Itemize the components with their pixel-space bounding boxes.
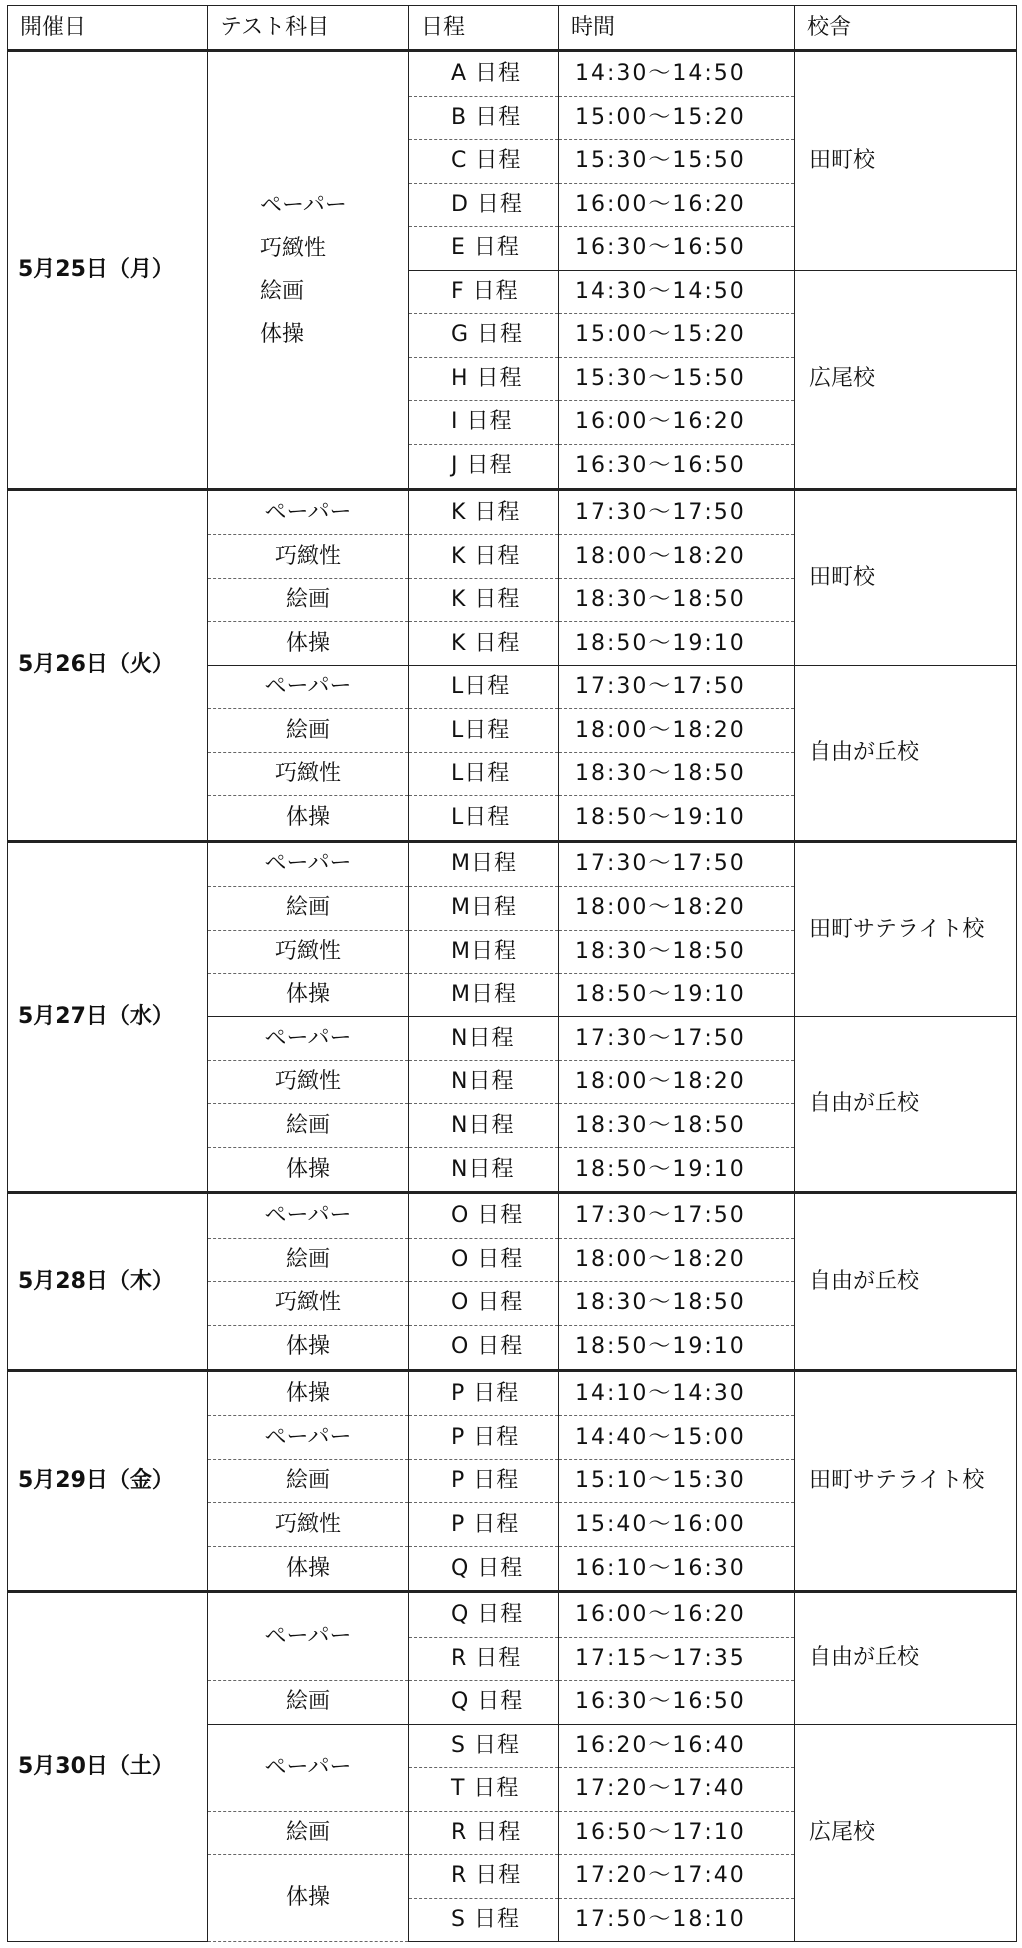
nittei-cell: A 日程: [409, 51, 559, 96]
subject-label: 体操: [285, 1555, 330, 1581]
campus-cell: 広尾校: [795, 1724, 1017, 1941]
subject-cell: [208, 1546, 409, 1591]
subject-cell: [208, 841, 409, 886]
nittei-cell: N日程: [409, 1060, 559, 1103]
time-cell: 16:30～16:50: [559, 1681, 795, 1724]
time-cell: 14:30～14:50: [559, 51, 795, 96]
subject-label: 絵画: [285, 1468, 330, 1494]
time-cell: 17:20～17:40: [559, 1855, 795, 1898]
schedule-row: [8, 1371, 1017, 1416]
time-cell: 16:30～16:50: [559, 227, 795, 270]
schedule-row: [8, 841, 1017, 886]
time-cell: 18:50～19:10: [559, 1325, 795, 1370]
subject-label: 絵画: [285, 717, 330, 743]
subject-cell: [208, 1371, 409, 1416]
time-cell: 17:30～17:50: [559, 1017, 795, 1060]
subject-label: ペーパー: [264, 1203, 352, 1228]
campus-cell: 自由が丘校: [795, 1592, 1017, 1724]
time-cell: 16:00～16:20: [559, 183, 795, 226]
subject-cell: [208, 1503, 409, 1546]
header-campus: 校舎: [795, 6, 1017, 51]
subject-label: ペーパー: [260, 193, 347, 219]
subject-label: 体操: [285, 1885, 330, 1911]
subject-label: ペーパー: [264, 499, 352, 525]
nittei-cell: J 日程: [409, 444, 559, 489]
nittei-cell: D 日程: [409, 183, 559, 226]
date-cell: 5月29日（金）: [8, 1371, 208, 1592]
header-nittei: 日程: [409, 6, 559, 51]
nittei-cell: R 日程: [409, 1811, 559, 1854]
subject-cell: [208, 665, 409, 708]
time-cell: 18:00～18:20: [559, 535, 795, 578]
nittei-cell: C 日程: [409, 140, 559, 183]
subject-label: 体操: [285, 1156, 330, 1182]
time-cell: 18:30～18:50: [559, 578, 795, 621]
time-cell: 18:50～19:10: [559, 1147, 795, 1192]
nittei-cell: P 日程: [409, 1503, 559, 1546]
schedule-table: [7, 5, 1017, 1942]
nittei-cell: Q 日程: [409, 1546, 559, 1591]
nittei-cell: K 日程: [409, 535, 559, 578]
subject-cell: [208, 1325, 409, 1370]
subject-cell: [208, 1104, 409, 1147]
nittei-cell: P 日程: [409, 1416, 559, 1459]
nittei-cell: S 日程: [409, 1724, 559, 1767]
subject-cell: [208, 1060, 409, 1103]
subject-label: 絵画: [285, 1819, 330, 1845]
time-cell: 18:00～18:20: [559, 1060, 795, 1103]
subject-cell: [208, 887, 409, 930]
subject-label: 体操: [285, 1334, 330, 1360]
subject-cell: [208, 1855, 409, 1942]
campus-cell: 田町サテライト校: [795, 841, 1017, 1017]
time-cell: 18:30～18:50: [559, 1104, 795, 1147]
time-cell: 16:10～16:30: [559, 1546, 795, 1591]
nittei-cell: P 日程: [409, 1371, 559, 1416]
subject-cell: [208, 1282, 409, 1325]
time-cell: 14:30～14:50: [559, 270, 795, 313]
time-cell: 15:30～15:50: [559, 140, 795, 183]
subject-label: 絵画: [285, 895, 330, 921]
nittei-cell: P 日程: [409, 1459, 559, 1502]
time-cell: 17:50～18:10: [559, 1898, 795, 1941]
header-subject: テスト科目: [208, 6, 409, 51]
time-cell: 16:00～16:20: [559, 1592, 795, 1637]
nittei-cell: L日程: [409, 796, 559, 841]
subject-label: ペーパー: [264, 1424, 352, 1450]
nittei-cell: L日程: [409, 709, 559, 752]
subject-cell: [208, 1811, 409, 1854]
nittei-cell: B 日程: [409, 96, 559, 139]
time-cell: 18:30～18:50: [559, 1282, 795, 1325]
time-cell: 18:30～18:50: [559, 752, 795, 795]
schedule-row: [8, 490, 1017, 535]
nittei-cell: O 日程: [409, 1325, 559, 1370]
schedule-body: [8, 6, 1017, 1942]
subject-cell: [208, 622, 409, 665]
nittei-cell: R 日程: [409, 1637, 559, 1680]
subject-cell: [208, 1193, 409, 1238]
time-cell: 16:20～16:40: [559, 1724, 795, 1767]
subject-label: 巧緻性: [274, 1511, 341, 1537]
time-cell: 17:20～17:40: [559, 1768, 795, 1811]
subject-cell: [208, 1459, 409, 1502]
subject-label: ペーパー: [264, 1623, 352, 1649]
time-cell: 16:00～16:20: [559, 401, 795, 444]
time-cell: 14:10～14:30: [559, 1371, 795, 1416]
subject-label: 巧緻性: [274, 938, 341, 964]
time-cell: 16:50～17:10: [559, 1811, 795, 1854]
subject-cell: [208, 1416, 409, 1459]
header-date: 開催日: [8, 6, 208, 51]
nittei-cell: M日程: [409, 974, 559, 1017]
campus-cell: 自由が丘校: [795, 1017, 1017, 1193]
nittei-cell: K 日程: [409, 490, 559, 535]
subject-cell: [208, 1681, 409, 1724]
nittei-cell: M日程: [409, 841, 559, 886]
schedule-row: [8, 1193, 1017, 1238]
subject-label: 絵画: [285, 587, 330, 613]
nittei-cell: N日程: [409, 1017, 559, 1060]
time-cell: 17:30～17:50: [559, 490, 795, 535]
subject-label: 体操: [260, 322, 305, 348]
campus-cell: 自由が丘校: [795, 1193, 1017, 1371]
subject-label: 絵画: [260, 279, 305, 305]
nittei-cell: M日程: [409, 887, 559, 930]
date-cell: 5月30日（土）: [8, 1592, 208, 1942]
subject-label: 巧緻性: [274, 761, 341, 787]
subject-cell: [208, 796, 409, 841]
nittei-cell: Q 日程: [409, 1681, 559, 1724]
subject-cell: [208, 51, 409, 490]
subject-label: ペーパー: [264, 851, 352, 877]
time-cell: 17:15～17:35: [559, 1637, 795, 1680]
nittei-cell: H 日程: [409, 357, 559, 400]
nittei-cell: L日程: [409, 665, 559, 708]
nittei-cell: R 日程: [409, 1855, 559, 1898]
schedule-row: [8, 1592, 1017, 1637]
time-cell: 15:30～15:50: [559, 357, 795, 400]
subject-label: 体操: [285, 630, 330, 656]
time-cell: 18:00～18:20: [559, 1238, 795, 1281]
subject-cell: [208, 578, 409, 621]
date-cell: 5月28日（木）: [8, 1193, 208, 1371]
schedule-row: [8, 51, 1017, 96]
time-cell: 18:50～19:10: [559, 622, 795, 665]
time-cell: 15:40～16:00: [559, 1503, 795, 1546]
date-cell: 5月25日（月）: [8, 51, 208, 490]
subject-label: 体操: [285, 982, 330, 1008]
header-row: [8, 6, 1017, 51]
subject-label: ペーパー: [264, 674, 352, 700]
time-cell: 17:30～17:50: [559, 1193, 795, 1238]
time-cell: 16:30～16:50: [559, 444, 795, 489]
campus-cell: 自由が丘校: [795, 665, 1017, 841]
time-cell: 18:50～19:10: [559, 974, 795, 1017]
nittei-cell: T 日程: [409, 1768, 559, 1811]
campus-cell: 広尾校: [795, 270, 1017, 489]
subject-cell: [208, 535, 409, 578]
time-cell: 17:30～17:50: [559, 841, 795, 886]
time-cell: 18:30～18:50: [559, 930, 795, 973]
time-cell: 18:50～19:10: [559, 796, 795, 841]
subject-cell: [208, 490, 409, 535]
nittei-cell: N日程: [409, 1104, 559, 1147]
time-cell: 17:30～17:50: [559, 665, 795, 708]
nittei-cell: S 日程: [409, 1898, 559, 1941]
campus-cell: 田町校: [795, 490, 1017, 666]
nittei-cell: G 日程: [409, 314, 559, 357]
nittei-cell: I 日程: [409, 401, 559, 444]
header-time: 時間: [559, 6, 795, 51]
subject-label: ペーパー: [264, 1754, 352, 1780]
subject-cell: [208, 1238, 409, 1281]
subject-cell: [208, 1147, 409, 1192]
subject-label: 巧緻性: [274, 1290, 341, 1316]
time-cell: 15:10～15:30: [559, 1459, 795, 1502]
nittei-cell: O 日程: [409, 1193, 559, 1238]
date-cell: 5月27日（水）: [8, 841, 208, 1193]
subject-cell: [208, 752, 409, 795]
nittei-cell: F 日程: [409, 270, 559, 313]
time-cell: 14:40～15:00: [559, 1416, 795, 1459]
time-cell: 18:00～18:20: [559, 887, 795, 930]
time-cell: 15:00～15:20: [559, 96, 795, 139]
subject-label: 絵画: [285, 1689, 330, 1715]
subject-cell: [208, 1592, 409, 1681]
nittei-cell: O 日程: [409, 1282, 559, 1325]
nittei-cell: Q 日程: [409, 1592, 559, 1637]
nittei-cell: O 日程: [409, 1238, 559, 1281]
subject-label: 巧緻性: [274, 543, 341, 569]
subject-label: 巧緻性: [274, 1069, 341, 1095]
subject-cell: [208, 974, 409, 1017]
nittei-cell: K 日程: [409, 622, 559, 665]
subject-label: 巧緻性: [260, 236, 327, 262]
subject-cell: [208, 709, 409, 752]
nittei-cell: M日程: [409, 930, 559, 973]
subject-cell: [208, 930, 409, 973]
date-cell: 5月26日（火）: [8, 490, 208, 842]
subject-cell: [208, 1017, 409, 1060]
nittei-cell: E 日程: [409, 227, 559, 270]
nittei-cell: L日程: [409, 752, 559, 795]
subject-label: 絵画: [285, 1246, 330, 1272]
nittei-cell: N日程: [409, 1147, 559, 1192]
time-cell: 18:00～18:20: [559, 709, 795, 752]
subject-label: 体操: [285, 804, 330, 830]
campus-cell: 田町校: [795, 51, 1017, 270]
campus-cell: 田町サテライト校: [795, 1371, 1017, 1592]
subject-label: 絵画: [285, 1112, 330, 1138]
subject-cell: [208, 1724, 409, 1811]
subject-label: ペーパー: [264, 1025, 352, 1051]
time-cell: 15:00～15:20: [559, 314, 795, 357]
subject-label: 体操: [285, 1380, 330, 1406]
nittei-cell: K 日程: [409, 578, 559, 621]
